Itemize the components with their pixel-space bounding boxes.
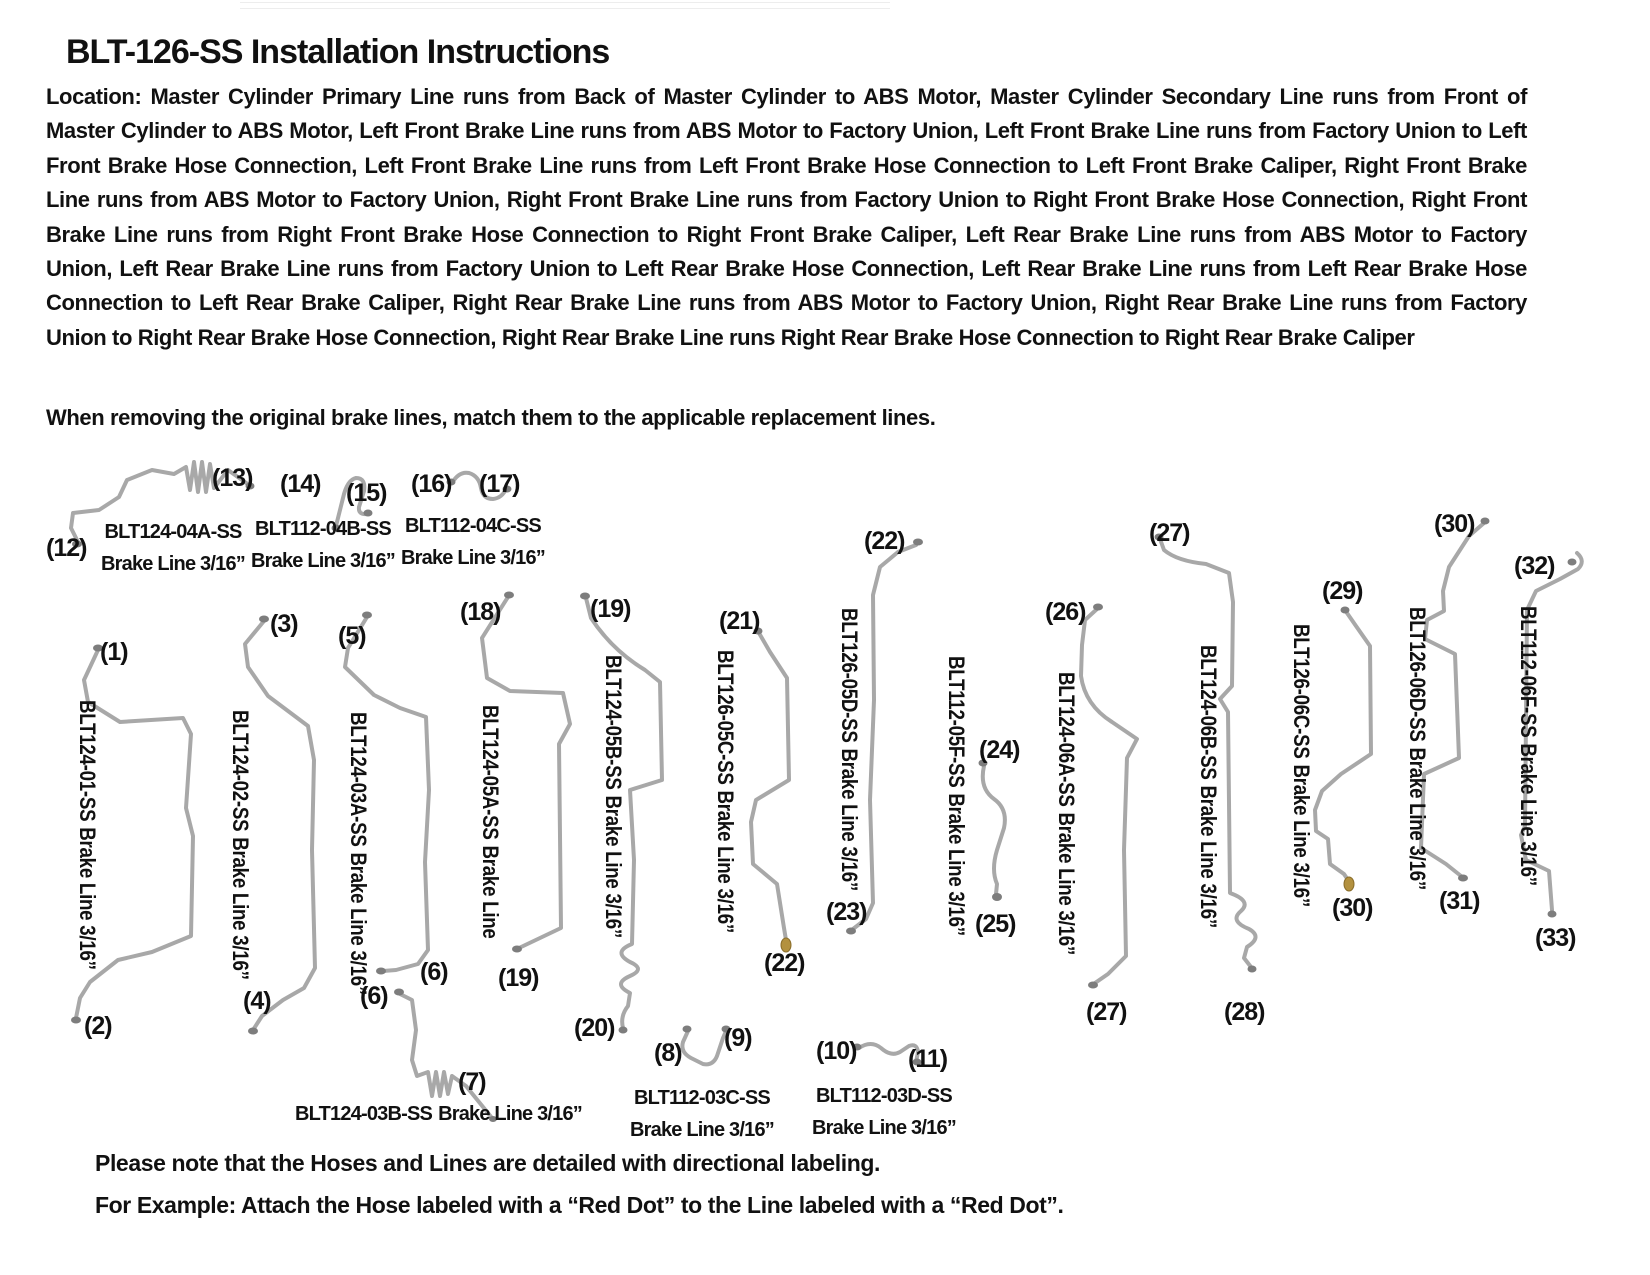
callout-30a: (30) bbox=[1332, 894, 1373, 922]
location-paragraph: Location: Master Cylinder Primary Line runs from Back of Master Cylinder to ABS Motor, Master Cylinder Secondary Line runs from Front of Master Cylinder to ABS Motor, Left Front Brake Line runs from ABS Motor to Factory Union, Left Front Brake Line runs from Factory Union to Left Front Brake Hose Connection, Left Front Brake Line runs from Left Front Brake Hose Connection to Left Front Brake Caliper, Right Front Brake Line runs from ABS Motor to Factory Union, Right Front Brake Line runs from Factory Union to Right Front Brake Hose Connection, Right Front Brake Line runs from Right Front Brake Hose Connection to Right Front Brake Caliper, Left Rear Brake Line runs from ABS Motor to Factory Union, Left Rear Brake Line runs from Factory Union to Left Rear Brake Hose Connection, Left Rear Brake Line runs from Left Rear Brake Hose Connection to Left Rear Brake Caliper, Right Rear Brake Line runs from ABS Motor to Factory Union, Right Rear Brake Line runs from Factory Union to Right Rear Brake Hose Connection, Right Rear Brake Line runs Right Rear Brake Hose Connection to Right Rear Brake Caliper bbox=[46, 84, 1527, 350]
callout-18: (18) bbox=[460, 598, 501, 626]
part-label-blt124-06a-ss: BLT124-06A-SSBrake Line 3/16” bbox=[1054, 672, 1079, 955]
callout-10: (10) bbox=[816, 1037, 857, 1065]
callout-26: (26) bbox=[1045, 598, 1086, 626]
part-label-blt124-01-ss: BLT124-01-SSBrake Line 3/16” bbox=[75, 700, 100, 970]
callout-1: (1) bbox=[100, 638, 128, 666]
callout-28: (28) bbox=[1224, 998, 1265, 1026]
part-label-blt112-05f-ss: BLT112-05F-SSBrake Line 3/16” bbox=[944, 656, 969, 936]
part-label-blt126-05d-ss: BLT126-05D-SSBrake Line 3/16” bbox=[837, 608, 862, 891]
match-note: When removing the original brake lines, match them to the applicable replacement lines. bbox=[46, 405, 936, 430]
callout-27b: (27) bbox=[1149, 519, 1190, 547]
footer-note-1: Please note that the Hoses and Lines are detailed with directional labeling. bbox=[95, 1150, 881, 1176]
callout-15: (15) bbox=[346, 479, 387, 507]
part-label-blt112-04c-ss: BLT112-04C-SS Brake Line 3/16” bbox=[401, 515, 545, 569]
brake-line-drawing-blt126-06c-ss bbox=[1315, 607, 1371, 892]
callout-7: (7) bbox=[458, 1068, 486, 1096]
callout-11: (11) bbox=[908, 1045, 948, 1073]
part-label-blt126-06c-ss: BLT126-06C-SSBrake Line 3/16” bbox=[1289, 624, 1314, 907]
callout-24: (24) bbox=[979, 736, 1020, 764]
part-label-blt112-03d-ss: BLT112-03D-SS Brake Line 3/16” bbox=[812, 1085, 956, 1139]
part-label-blt124-05a-ss: BLT124-05A-SSBrake Line bbox=[478, 705, 503, 939]
callout-3: (3) bbox=[270, 610, 298, 638]
part-label-blt126-06d-ss: BLT126-06D-SSBrake Line 3/16” bbox=[1405, 607, 1430, 890]
part-label-blt126-05c-ss: BLT126-05C-SSBrake Line 3/16” bbox=[713, 650, 738, 933]
part-label-blt124-02-ss: BLT124-02-SSBrake Line 3/16” bbox=[228, 710, 253, 980]
part-label-blt124-06b-ss: BLT124-06B-SSBrake Line 3/16” bbox=[1196, 645, 1221, 928]
callout-27a: (27) bbox=[1086, 998, 1127, 1026]
callout-31: (31) bbox=[1439, 887, 1480, 915]
callout-6b: (6) bbox=[420, 958, 448, 986]
part-label-blt124-04a-ss: BLT124-04A-SS Brake Line 3/16” bbox=[101, 521, 245, 575]
callout-2: (2) bbox=[84, 1012, 112, 1040]
callout-19a: (19) bbox=[498, 964, 539, 992]
brake-line-drawing-blt126-05c-ss bbox=[751, 628, 791, 953]
callout-6a: (6) bbox=[360, 982, 388, 1010]
part-label-blt112-06f-ss: BLT112-06F-SSBrake Line 3/16” bbox=[1516, 606, 1541, 886]
callout-29: (29) bbox=[1322, 577, 1363, 605]
callout-32: (32) bbox=[1514, 552, 1555, 580]
callout-16: (16) bbox=[411, 470, 452, 498]
callout-20: (20) bbox=[574, 1014, 615, 1042]
callout-30b: (30) bbox=[1434, 510, 1475, 538]
callout-17: (17) bbox=[479, 470, 520, 498]
brake-line-drawing-blt112-05f-ss bbox=[979, 760, 1005, 902]
brake-line-drawing-blt124-02-ss bbox=[245, 616, 315, 1035]
brake-line-drawing-blt124-06a-ss bbox=[1081, 604, 1137, 989]
callout-9: (9) bbox=[724, 1024, 752, 1052]
brake-line-drawing-blt124-03b-ss bbox=[394, 989, 497, 1123]
footer-note-2: For Example: Attach the Hose labeled with a “Red Dot” to the Line labeled with a “Red Dot”. bbox=[95, 1192, 1064, 1218]
callout-23: (23) bbox=[826, 898, 867, 926]
part-label-blt124-03a-ss: BLT124-03A-SSBrake Line 3/16” bbox=[346, 712, 371, 995]
callout-13: (13) bbox=[212, 464, 253, 492]
page-title: BLT-126-SS Installation Instructions bbox=[66, 33, 610, 71]
callout-22a: (22) bbox=[764, 949, 805, 977]
part-label-blt124-05b-ss: BLT124-05B-SSBrake Line 3/16” bbox=[601, 655, 626, 938]
callout-5: (5) bbox=[338, 622, 366, 650]
callout-12: (12) bbox=[46, 534, 87, 562]
callout-21: (21) bbox=[719, 607, 760, 635]
callout-33: (33) bbox=[1535, 924, 1576, 952]
callout-25: (25) bbox=[975, 910, 1016, 938]
brake-line-drawing-blt126-06d-ss bbox=[1421, 518, 1490, 882]
callout-8: (8) bbox=[654, 1039, 682, 1067]
callout-14: (14) bbox=[280, 470, 321, 498]
callout-4: (4) bbox=[243, 987, 271, 1015]
callout-19b: (19) bbox=[590, 595, 631, 623]
callout-22b: (22) bbox=[864, 527, 905, 555]
part-label-blt112-03c-ss: BLT112-03C-SS Brake Line 3/16” bbox=[630, 1087, 774, 1141]
part-label-blt124-03b-ss: BLT124-03B-SS Brake Line 3/16” bbox=[295, 1103, 583, 1125]
part-label-blt112-04b-ss: BLT112-04B-SS Brake Line 3/16” bbox=[251, 518, 395, 572]
